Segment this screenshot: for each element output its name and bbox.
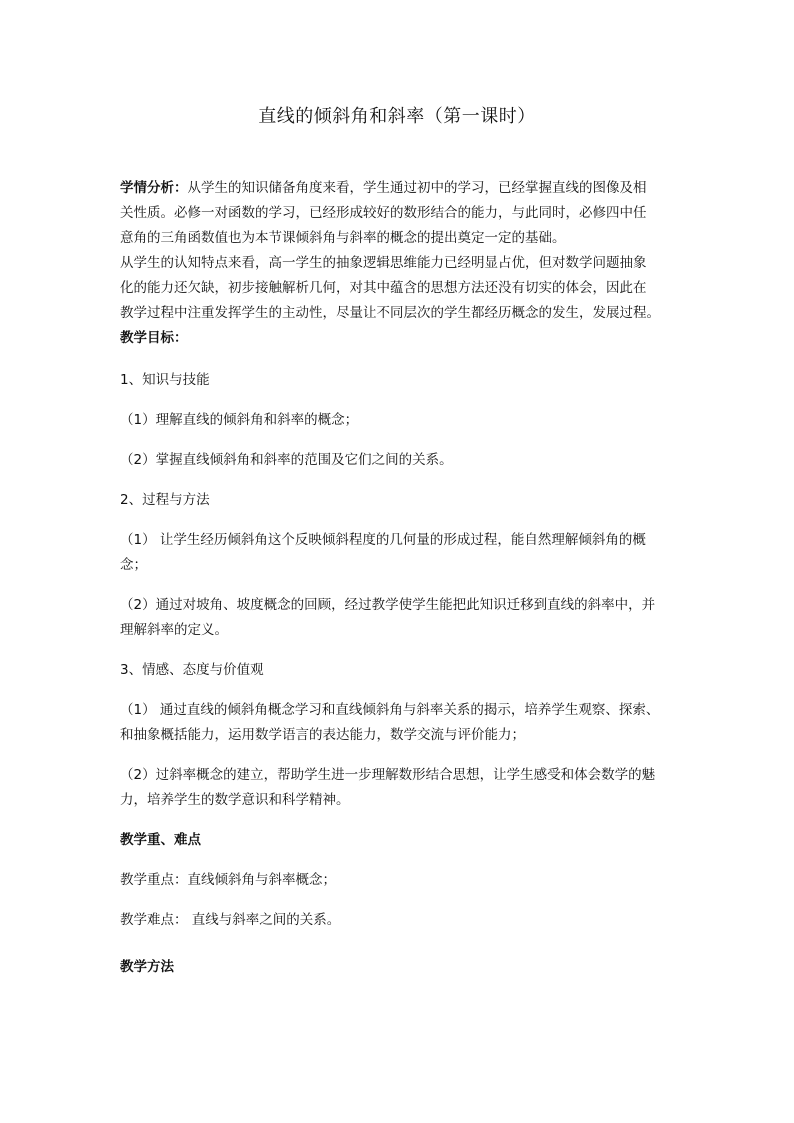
analysis-paragraph-line-3: 意角的三角函数值也为本节课倾斜角与斜率的概念的提出奠定一定的基础。 — [120, 230, 566, 246]
section-3-item-2-line-2: 力，培养学生的数学意识和科学精神。 — [120, 792, 350, 808]
analysis-paragraph-line-1 — [120, 176, 686, 201]
section-3-item-2-line-1: （2）过斜率概念的建立，帮助学生进一步理解数形结合思想，让学生感受和体会数学的魅 — [120, 767, 656, 783]
section-1-heading: 1、知识与技能 — [120, 372, 210, 388]
section-2-item-2-line-2: 理解斜率的定义。 — [120, 622, 228, 638]
section-2-item-1-line-2: 念； — [120, 557, 147, 573]
document-title: 直线的倾斜角和斜率（第一课时） — [258, 106, 536, 127]
section-2-item-1-line-1: （1） 让学生经历倾斜角这个反映倾斜程度的几何量的形成过程，能自然理解倾斜角的概 — [120, 532, 646, 548]
document-body — [120, 176, 686, 980]
methods-heading: 教学方法 — [120, 959, 174, 975]
section-1-item-1: （1）理解直线的倾斜角和斜率的概念； — [120, 412, 359, 428]
analysis-paragraph-line-2: 关性质。必修一对函数的学习，已经形成较好的数形结合的能力，与此同时，必修四中任 — [120, 205, 647, 221]
section-2-heading: 2、过程与方法 — [120, 492, 210, 508]
analysis-label: 学情分析： — [120, 180, 188, 196]
objectives-heading: 教学目标： — [120, 330, 188, 346]
section-3-item-1-line-1: （1） 通过直线的倾斜角概念学习和直线倾斜角与斜率关系的揭示，培养学生观察、探索、 — [120, 702, 660, 718]
section-1-item-2: （2）掌握直线倾斜角和斜率的范围及它们之间的关系。 — [120, 452, 453, 468]
analysis-text: 从学生的知识储备角度来看，学生通过初中的学习，已经掌握直线的图像及相 — [187, 180, 647, 196]
key-point-difficult: 教学难点： 直线与斜率之间的关系。 — [120, 912, 341, 928]
section-2-item-2-line-1: （2）通过对坡角、坡度概念的回顾，经过教学使学生能把此知识迁移到直线的斜率中，并 — [120, 597, 656, 613]
section-3-item-1-line-2: 和抽象概括能力，运用数学语言的表达能力，数学交流与评价能力； — [120, 727, 525, 743]
key-point-important: 教学重点：直线倾斜角与斜率概念； — [120, 872, 336, 888]
analysis-paragraph-line-4: 从学生的认知特点来看，高一学生的抽象逻辑思维能力已经明显占优，但对数学问题抽象 — [120, 255, 647, 271]
section-3-heading: 3、情感、态度与价值观 — [120, 662, 264, 678]
analysis-paragraph-line-6: 教学过程中注重发挥学生的主动性，尽量让不同层次的学生都经历概念的发生，发展过程。 — [120, 305, 660, 321]
key-points-heading: 教学重、难点 — [120, 832, 201, 848]
analysis-paragraph-line-5: 化的能力还欠缺，初步接触解析几何，对其中蕴含的思想方法还没有切实的体会，因此在 — [120, 280, 647, 296]
